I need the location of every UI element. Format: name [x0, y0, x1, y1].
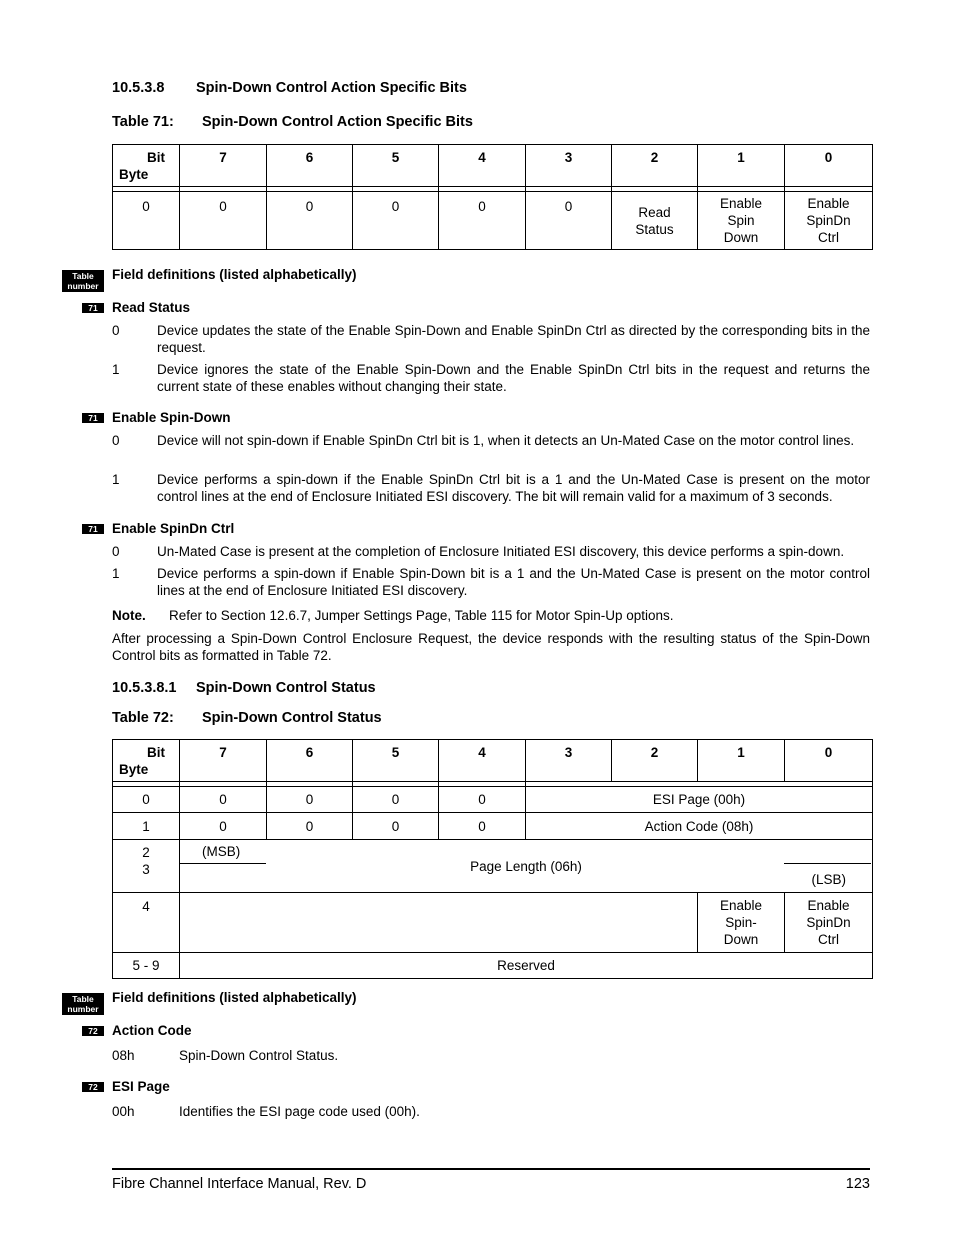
bit-header: 3: [526, 145, 612, 187]
definition-item: [112, 432, 870, 449]
definition-item: [112, 322, 870, 356]
tag-line: Table: [72, 271, 94, 281]
table-title: Spin-Down Control Action Specific Bits: [202, 114, 473, 130]
section-number: 10.5.3.8.1: [112, 680, 177, 696]
table-ref-tag: 71: [82, 524, 104, 534]
bit-header: 7: [180, 740, 267, 782]
enable-spindn-ctrl-cell: [785, 192, 873, 250]
table-72-caption: [112, 710, 382, 726]
bit-header: 2: [612, 145, 698, 187]
def-code: 0: [112, 323, 120, 338]
table-row: [113, 840, 873, 893]
value-cell: 0: [267, 192, 353, 250]
table-row: [113, 787, 873, 813]
def-code: 00h: [112, 1104, 135, 1119]
cell-line: Down: [723, 932, 759, 947]
byte-number: 2: [142, 845, 150, 860]
lsb-rule: [784, 863, 871, 864]
field-name: Action Code: [112, 1023, 192, 1038]
section-title: Spin-Down Control Action Specific Bits: [196, 80, 467, 96]
enable-spin-down-cell: [698, 192, 785, 250]
table-ref-tag: 71: [82, 413, 104, 423]
def-code: 0: [112, 433, 120, 448]
empty-cell: [180, 893, 698, 953]
footer-rule: [112, 1168, 870, 1170]
bit-byte-header: [113, 145, 180, 187]
value-cell: 0: [267, 787, 353, 813]
note: [112, 607, 674, 624]
section-number: 10.5.3.8: [112, 80, 165, 96]
value-cell: 0: [267, 813, 353, 840]
definition-item: [112, 471, 870, 505]
table-72: [112, 739, 873, 979]
cell-line: Enable: [807, 898, 850, 913]
read-status-cell: [612, 192, 698, 250]
def-code: 1: [112, 472, 120, 487]
bit-header: 1: [698, 145, 785, 187]
bit-header: 5: [353, 145, 439, 187]
msb-label: (MSB): [202, 844, 241, 859]
definition-item: [112, 565, 870, 599]
table-number-tag: [62, 993, 104, 1015]
body-paragraph: After processing a Spin-Down Control Enclosure Request, the device responds with the resulting status of the Spin-Down Control bits as formatted in Table 72.: [112, 631, 870, 663]
table-row: [113, 953, 873, 979]
field-name: Read Status: [112, 300, 191, 315]
definition-item: [112, 543, 870, 560]
definition-item: [112, 361, 870, 395]
bit-header: 3: [526, 740, 612, 782]
cell-line: Read: [638, 204, 671, 220]
bit-header: 0: [785, 740, 873, 782]
msb-rule: [180, 863, 266, 864]
tag-line: number: [67, 281, 99, 291]
table-ref-tag: 72: [82, 1026, 104, 1036]
lsb-label: (LSB): [811, 872, 846, 887]
table-number-tag: [62, 270, 104, 292]
def-text: Identifies the ESI page code used (00h).: [179, 1104, 420, 1119]
def-text: Device performs a spin-down if Enable Spin-Down bit is a 1 and the Un-Mated Case is present on the motor control lines at the end of Enclosure Initiated ESI discovery.: [157, 566, 870, 598]
cell-line: SpinDn: [806, 915, 851, 930]
value-cell: 0: [439, 192, 526, 250]
bit-header: 7: [180, 145, 267, 187]
section-heading: [112, 80, 467, 96]
table-ref-tag: 71: [82, 303, 104, 313]
field-definitions-heading: Field definitions (listed alphabetically): [112, 267, 357, 282]
cell-line: Down: [723, 230, 759, 245]
cell-line: Spin-: [725, 915, 757, 930]
byte-number: 3: [142, 862, 150, 877]
byte-cell: 1: [113, 813, 180, 840]
def-text: Device ignores the state of the Enable Spin-Down and the Enable SpinDn Ctrl bits in the request and returns the current state of these enables without changing their state.: [157, 362, 870, 394]
section-heading: [112, 680, 376, 696]
byte-cell: 5 - 9: [113, 953, 180, 979]
def-code: 08h: [112, 1048, 135, 1063]
tag-line: Table: [72, 994, 94, 1004]
cell-line: Enable: [719, 898, 763, 913]
bit-header: 6: [267, 740, 353, 782]
byte-label: Byte: [119, 762, 149, 777]
definition-item: [112, 1103, 870, 1120]
reserved-cell: Reserved: [180, 953, 873, 979]
bit-header: 2: [612, 740, 698, 782]
def-code: 1: [112, 362, 120, 377]
bit-label: Bit: [147, 150, 165, 165]
footer-manual-title: Fibre Channel Interface Manual, Rev. D: [112, 1176, 367, 1192]
value-cell: 0: [353, 192, 439, 250]
def-code: 0: [112, 544, 120, 559]
table-label: Table 71:: [112, 114, 174, 130]
bit-header: 1: [698, 740, 785, 782]
value-cell: 0: [353, 787, 439, 813]
page-length-cell: [180, 840, 873, 893]
table-row: [113, 813, 873, 840]
bit-byte-header: [113, 740, 180, 782]
action-code-cell: Action Code (08h): [526, 813, 873, 840]
bit-header: 6: [267, 145, 353, 187]
value-cell: 0: [180, 192, 267, 250]
bit-header: 0: [785, 145, 873, 187]
note-label: Note.: [112, 608, 146, 623]
field-name: Enable Spin-Down: [112, 410, 231, 425]
byte-cell: 0: [113, 192, 180, 250]
cell-line: SpinDn: [806, 213, 851, 228]
table-row: [113, 893, 873, 953]
value-cell: 0: [353, 813, 439, 840]
cell-line: Enable: [719, 196, 763, 211]
def-text: Spin-Down Control Status.: [179, 1048, 339, 1063]
table-ref-tag: 72: [82, 1082, 104, 1092]
cell-line: Spin: [727, 213, 755, 228]
value-cell: 0: [439, 787, 526, 813]
field-name: ESI Page: [112, 1079, 170, 1094]
def-text: Device performs a spin-down if the Enable SpinDn Ctrl bit is a 1 and the Un-Mated Case is present on the motor control lines at the end of Enclosure Initiated ESI discovery. The bit will remain valid for a maximum of 3 seconds.: [157, 472, 870, 504]
section-title: Spin-Down Control Status: [196, 680, 376, 696]
byte-cell: [113, 840, 180, 893]
value-cell: 0: [180, 787, 267, 813]
value-cell: 0: [526, 192, 612, 250]
table-71-caption: [112, 114, 473, 130]
field-definitions-heading: Field definitions (listed alphabetically): [112, 990, 357, 1005]
cell-line: Ctrl: [818, 932, 839, 947]
def-text: Un-Mated Case is present at the completion of Enclosure Initiated ESI discovery, this device performs a spin-down.: [157, 544, 845, 559]
table-label: Table 72:: [112, 710, 174, 726]
page-length-label: Page Length (06h): [470, 858, 582, 874]
byte-cell: 0: [113, 787, 180, 813]
cell-line: Ctrl: [818, 230, 839, 245]
bit-label: Bit: [147, 745, 165, 760]
enable-spin-down-cell: [698, 893, 785, 953]
note-text: Refer to Section 12.6.7, Jumper Settings Page, Table 115 for Motor Spin-Up options.: [169, 608, 674, 623]
page-number: 123: [845, 1176, 870, 1192]
bit-header: 5: [353, 740, 439, 782]
byte-label: Byte: [119, 167, 149, 182]
table-title: Spin-Down Control Status: [202, 710, 382, 726]
esi-page-cell: ESI Page (00h): [526, 787, 873, 813]
bit-header: 4: [439, 740, 526, 782]
value-cell: 0: [180, 813, 267, 840]
def-code: 1: [112, 566, 120, 581]
definition-item: [112, 1047, 870, 1064]
table-71: [112, 144, 873, 250]
cell-line: Status: [635, 221, 674, 237]
tag-line: number: [67, 1004, 99, 1014]
cell-line: Enable: [807, 196, 850, 211]
def-text: Device will not spin-down if Enable SpinDn Ctrl bit is 1, when it detects an Un-Mated Case on the motor control lines.: [157, 433, 855, 448]
byte-cell: 4: [113, 893, 180, 953]
field-name: Enable SpinDn Ctrl: [112, 521, 235, 536]
def-text: Device updates the state of the Enable Spin-Down and Enable SpinDn Ctrl as directed by the corresponding bits in the request.: [157, 323, 870, 355]
value-cell: 0: [439, 813, 526, 840]
bit-header: 4: [439, 145, 526, 187]
enable-spindn-ctrl-cell: [785, 893, 873, 953]
